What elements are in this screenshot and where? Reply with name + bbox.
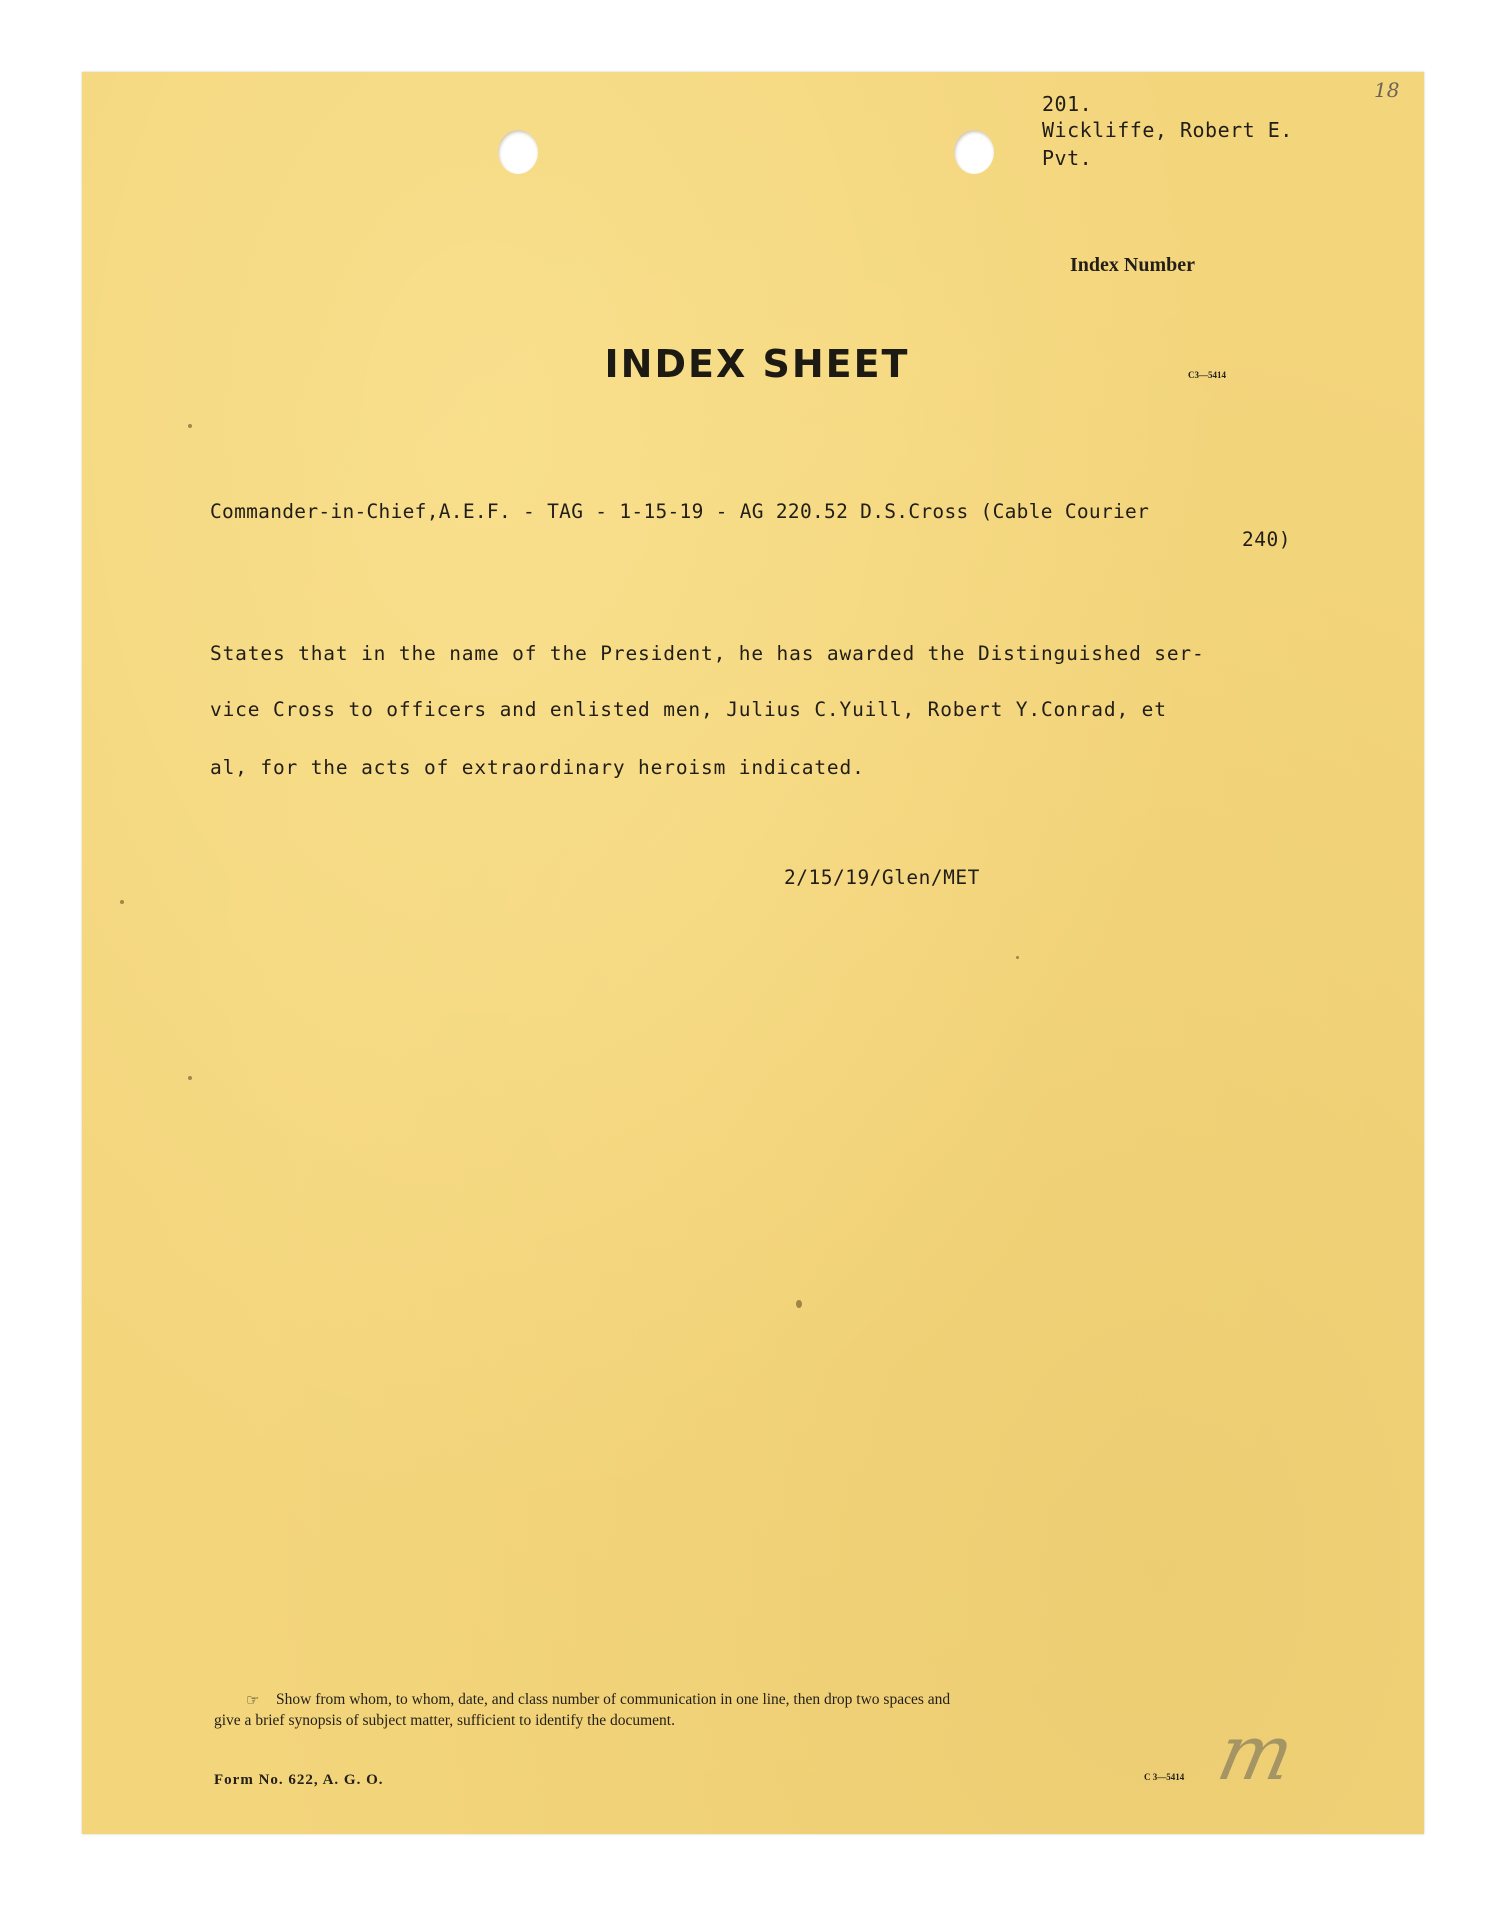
paper-speck	[188, 1076, 192, 1080]
pointing-hand-icon: ☞	[246, 1693, 260, 1709]
file-code: 201.	[1042, 92, 1093, 116]
synopsis-line-3: al, for the acts of extraordinary heroism indicated.	[210, 756, 865, 779]
punch-hole-right	[954, 130, 994, 174]
synopsis-line-1: States that in the name of the President, he has awarded the Distinguished ser-	[210, 642, 1205, 665]
synopsis-line-2: vice Cross to officers and enlisted men, Julius C.Yuill, Robert Y.Conrad, et	[210, 698, 1167, 721]
instruction-line-1: Show from whom, to whom, date, and class number of communication in one line, then drop two spaces and	[276, 1691, 951, 1708]
instruction-line-2: give a brief synopsis of subject matter, sufficient to identify the document.	[214, 1712, 675, 1729]
handwritten-initial: m	[1210, 1708, 1302, 1797]
form-number: Form No. 622, A. G. O.	[214, 1772, 384, 1788]
punch-hole-left	[498, 130, 538, 174]
page-number-mark: 18	[1374, 78, 1400, 102]
subject-rank: Pvt.	[1042, 146, 1093, 170]
routing-line: Commander-in-Chief,A.E.F. - TAG - 1-15-19 - AG 220.52 D.S.Cross (Cable Courier	[210, 500, 1150, 523]
index-number-label: Index Number	[1070, 254, 1196, 276]
page-title: INDEX SHEET	[604, 342, 910, 386]
paper-speck	[188, 424, 192, 428]
routing-line-continued: 240)	[1242, 528, 1291, 551]
date-reference: 2/15/19/Glen/MET	[784, 866, 980, 889]
bottom-form-code: C 3—5414	[1144, 1772, 1185, 1782]
paper-speck	[796, 1300, 802, 1308]
instruction-note	[214, 1690, 950, 1731]
index-sheet-page	[82, 72, 1424, 1834]
paper-speck	[1016, 956, 1019, 959]
top-form-code: C3—5414	[1188, 370, 1226, 380]
subject-name: Wickliffe, Robert E.	[1042, 118, 1293, 142]
paper-speck	[120, 900, 124, 904]
